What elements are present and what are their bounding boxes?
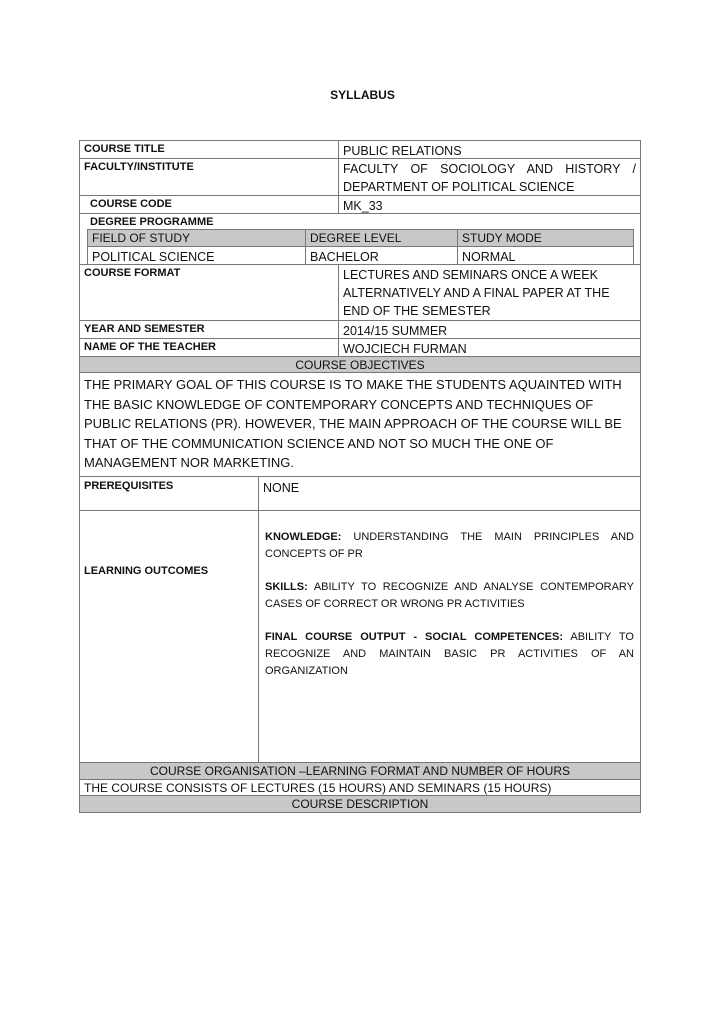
outcome-skills: SKILLS: ABILITY TO RECOGNIZE AND ANALYSE CONTEMPORARY CASES OF CORRECT OR WRONG PR ACTIVITIES bbox=[265, 581, 634, 610]
objectives-header: COURSE OBJECTIVES bbox=[79, 356, 641, 373]
prerequisites-label: PREREQUISITES bbox=[79, 476, 259, 511]
course-title-label: COURSE TITLE bbox=[79, 140, 339, 159]
organisation-header: COURSE ORGANISATION –LEARNING FORMAT AND NUMBER OF HOURS bbox=[79, 762, 641, 780]
faculty-value: FACULTY OF SOCIOLOGY AND HISTORY / DEPARTMENT OF POLITICAL SCIENCE bbox=[338, 158, 641, 196]
course-format-label: COURSE FORMAT bbox=[79, 264, 339, 321]
course-title-value: PUBLIC RELATIONS bbox=[338, 140, 641, 159]
degree-level-value: BACHELOR bbox=[305, 246, 458, 265]
outcome-knowledge: KNOWLEDGE: UNDERSTANDING THE MAIN PRINCIPLES AND CONCEPTS OF PR bbox=[265, 531, 634, 560]
degree-level-header: DEGREE LEVEL bbox=[305, 229, 458, 247]
year-value: 2014/15 SUMMER bbox=[338, 320, 641, 339]
teacher-value: WOJCIECH FURMAN bbox=[338, 338, 641, 357]
field-of-study-header: FIELD OF STUDY bbox=[87, 229, 306, 247]
description-header: COURSE DESCRIPTION bbox=[79, 795, 641, 813]
degree-programme-label: DEGREE PROGRAMME bbox=[79, 213, 641, 265]
course-code-value: MK_33 bbox=[338, 195, 641, 214]
study-mode-value: NORMAL bbox=[457, 246, 634, 265]
year-label: YEAR AND SEMESTER bbox=[79, 320, 339, 339]
faculty-label: FACULTY/INSTITUTE bbox=[79, 158, 339, 196]
outcome-social-competences: FINAL COURSE OUTPUT - SOCIAL COMPETENCES: ABILITY TO RECOGNIZE AND MAINTAIN BASIC PR ACTIVITIES OF AN ORGANIZATION bbox=[265, 631, 634, 677]
organisation-text: THE COURSE CONSISTS OF LECTURES (15 HOURS) AND SEMINARS (15 HOURS) bbox=[79, 779, 641, 796]
prerequisites-value: NONE bbox=[258, 476, 641, 511]
document-title: SYLLABUS bbox=[330, 88, 395, 102]
learning-outcomes-label: LEARNING OUTCOMES bbox=[79, 510, 259, 763]
teacher-label: NAME OF THE TEACHER bbox=[79, 338, 339, 357]
objectives-text: THE PRIMARY GOAL OF THIS COURSE IS TO MAKE THE STUDENTS AQUAINTED WITH THE BASIC KNOWLEDGE OF CONTEMPORARY CONCEPTS AND TECHNIQUES OF PUBLIC RELATIONS (PR). HOWEVER, THE MAIN APPROACH OF THE COURSE WILL BE THAT OF THE COMMUNICATION SCIENCE AND NOT SO MUCH THE ONE OF MANAGEMENT NOR MARKETING. bbox=[79, 372, 641, 477]
course-format-value: LECTURES AND SEMINARS ONCE A WEEK ALTERNATIVELY AND A FINAL PAPER AT THE END OF THE SEMESTER bbox=[338, 264, 641, 321]
learning-outcomes-list bbox=[258, 510, 641, 763]
field-of-study-value: POLITICAL SCIENCE bbox=[87, 246, 306, 265]
course-code-label: COURSE CODE bbox=[79, 195, 339, 214]
study-mode-header: STUDY MODE bbox=[457, 229, 634, 247]
